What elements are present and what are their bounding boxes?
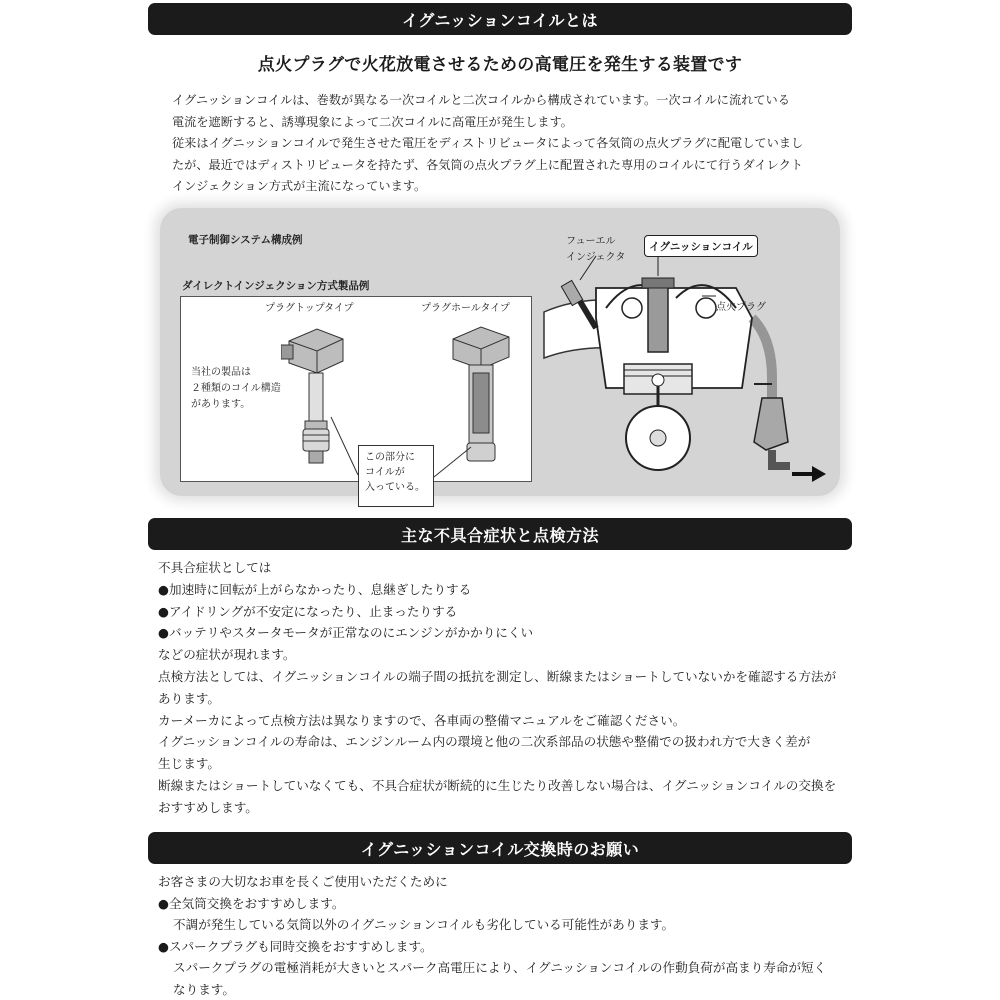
bullet-item: ●加速時に回転が上がらなかったり、息継ぎしたりする [158, 581, 472, 597]
text-line: 断線またはショートしていなくても、不具合症状が断続的に生じたり改善しない場合は、イグニッションコイルの交換を [158, 777, 837, 793]
callout-line: 入っている。 [365, 482, 425, 493]
section-heading-replacement-request [148, 832, 852, 864]
system-title: 電子制御システム構成例 [188, 234, 303, 246]
callout-line: コイルが [365, 467, 405, 478]
company-note-line: があります。 [191, 399, 251, 410]
bullet-detail: スパークプラグの電極消耗が大きいとスパーク高電圧により、イグニッションコイルの作動負荷が高まり寿命が短く [173, 960, 827, 975]
bullet-item: ●全気筒交換をおすすめします。 [158, 895, 345, 911]
engine-cross-section-illustration [536, 228, 832, 490]
text-line: イグニッションコイルの寿命は、エンジンルーム内の環境と他の二次系部品の状態や整備での扱われ方で大きく差が [158, 734, 811, 750]
product-example-box [180, 296, 532, 493]
product-title: ダイレクトインジェクション方式製品例 [182, 280, 370, 292]
section-heading-text: イグニッションコイル交換時のお願い [360, 839, 640, 859]
ignition-coil-tag: イグニッションコイル [644, 235, 758, 257]
symptoms-text [158, 557, 858, 819]
text-line: 点検方法としては、イグニッションコイルの端子間の抵抗を測定し、断線またはショートしていないかを確認する方法が [158, 668, 837, 684]
text-line: お客さまの大切なお車を長くご使用いただくために [158, 874, 448, 889]
spark-plug-label: 点火プラグ [716, 302, 766, 313]
bullet-item: ●アイドリングが不安定になったり、止まったりする [158, 603, 458, 619]
text-line: 生じます。 [158, 756, 220, 772]
paragraph-line: インジェクション方式が主流になっています。 [172, 179, 427, 193]
bullet-item: ●バッテリやスタータモータが正常なのにエンジンがかかりにくい [158, 625, 534, 641]
company-note-line: 当社の製品は [191, 367, 251, 378]
plug-hole-label: プラグホールタイプ [421, 303, 510, 314]
paragraph-line: たが、最近ではディストリビュータを持たず、各気筒の点火プラグ上に配置された専用のコイルにて行うダイレクト [172, 157, 803, 172]
plug-top-label: プラグトップタイプ [265, 303, 354, 314]
bullet-item: ●スパークプラグも同時交換をおすすめします。 [158, 938, 433, 954]
paragraph-line: 従来はイグニッションコイルで発生させた電圧をディストリビュータによって各気筒の点火プラグに配電していまし [172, 136, 804, 150]
section-heading-symptoms [148, 518, 852, 550]
fuel-injector-line: インジェクタ [566, 252, 626, 263]
section-heading-text: 主な不具合症状と点検方法 [400, 525, 599, 545]
text-line: おすすめします。 [158, 799, 258, 815]
intro-paragraph [172, 90, 852, 198]
section-heading-text: イグニッションコイルとは [402, 10, 598, 30]
callout-line: この部分に [365, 452, 415, 463]
company-note-line: ２種類のコイル構造 [191, 383, 281, 394]
text-line: あります。 [158, 690, 220, 706]
paragraph-line: 電流を遮断すると、誘導現象によって二次コイルに高電圧が発生します。 [172, 114, 573, 129]
text-line: などの症状が現れます。 [158, 647, 296, 663]
paragraph-line: イグニッションコイルは、巻数が異なる一次コイルと二次コイルから構成されています。一次コイルに流れている [172, 93, 790, 107]
system-diagram [160, 208, 840, 496]
replacement-text [158, 871, 858, 1000]
subtitle: 点火プラグで火花放電させるための高電圧を発生する装置です [257, 55, 743, 75]
section-heading-ignition-coil [148, 3, 852, 35]
bullet-detail: なります。 [173, 981, 235, 997]
text-line: カーメーカによって点検方法は異なりますので、各車両の整備マニュアルをご確認ください。 [158, 712, 686, 728]
fuel-injector-line: フューエル [566, 236, 616, 247]
text-line: 不具合症状としては [158, 560, 272, 575]
callout-pointer-lines [181, 297, 533, 483]
bullet-detail: 不調が発生している気筒以外のイグニッションコイルも劣化している可能性があります。 [173, 917, 675, 932]
fuel-injector-label [566, 234, 625, 266]
